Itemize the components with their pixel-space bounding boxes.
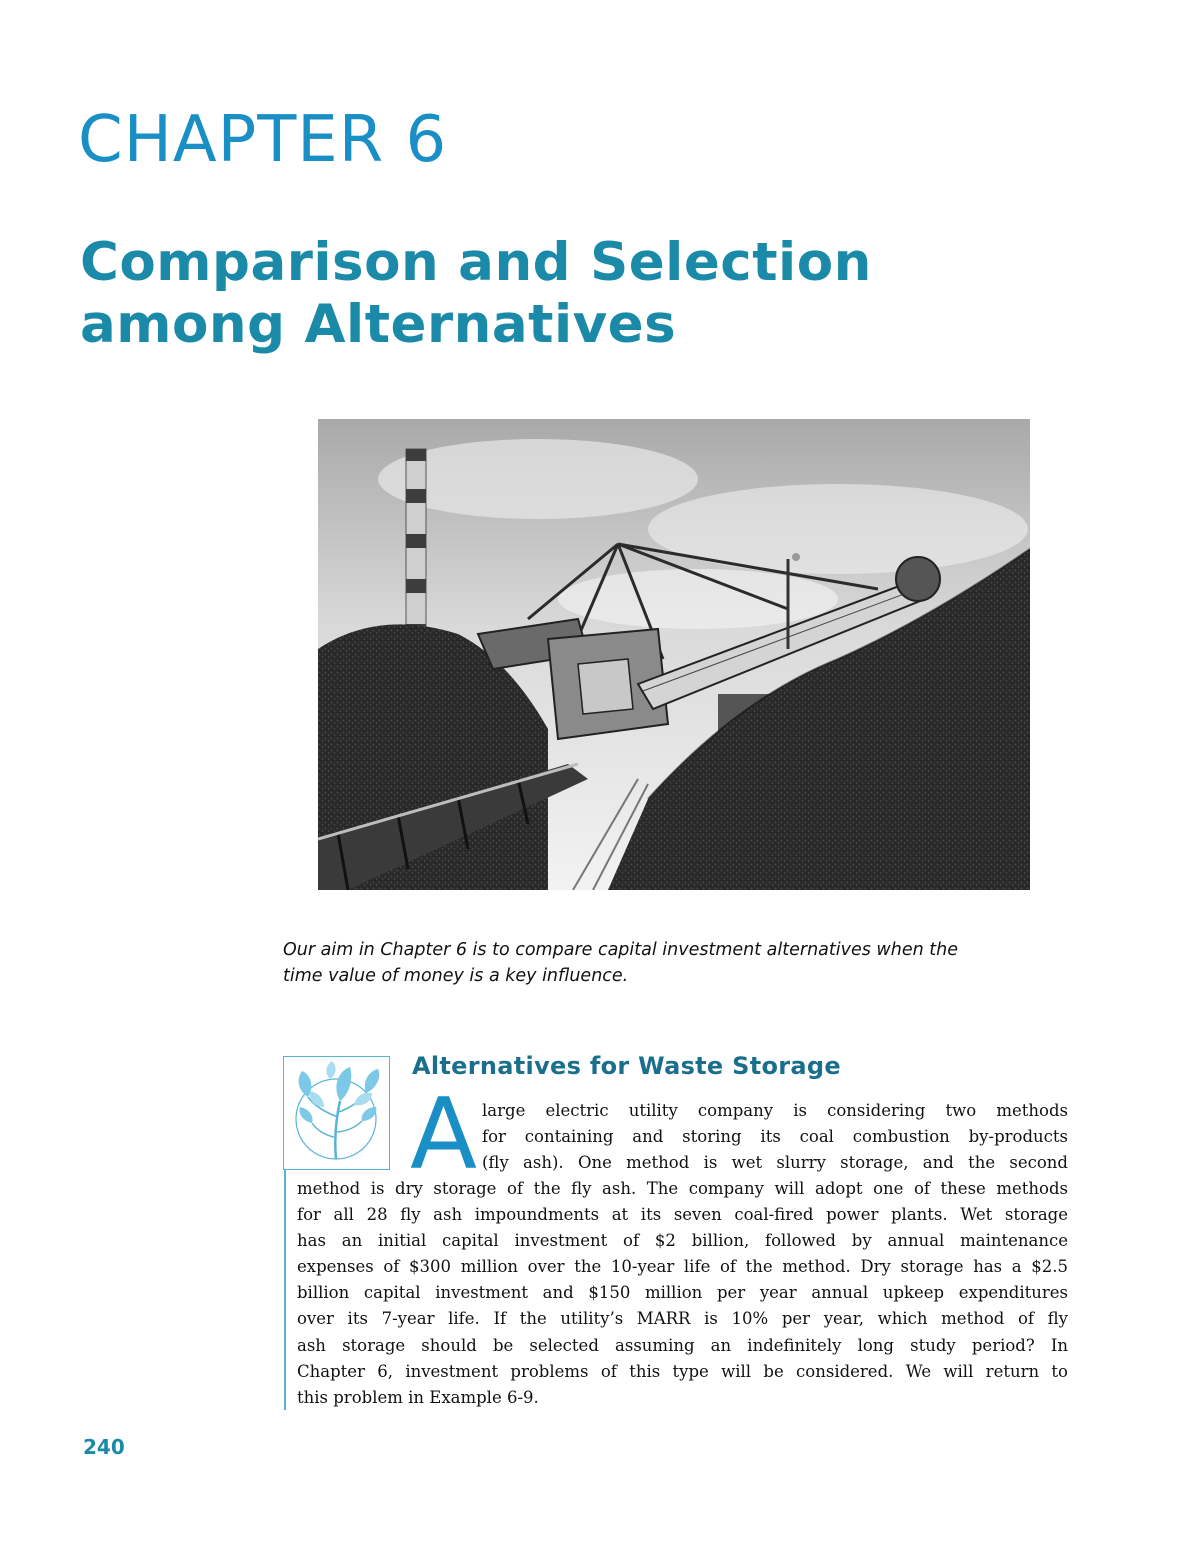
case-study-left-rule [284,1170,286,1410]
body-line: Chapter 6, investment problems of this type will be considered. We will return to [297,1361,1068,1381]
chapter-title [80,232,872,356]
case-study-icon-box [283,1056,390,1170]
case-study-body-rest [297,1176,1068,1411]
body-line: expenses of $300 million over the 10-year life of the method. Dry storage has a $2.5 [297,1257,1068,1277]
caption-line-2: time value of money is a key influence. [283,966,629,986]
body-line: large electric utility company is considering two methods [482,1101,1068,1120]
body-line: method is dry storage of the fly ash. The company will adopt one of these methods [297,1179,1068,1198]
body-line: has an initial capital investment of $2 billion, followed by annual maintenance [297,1231,1068,1251]
body-line: this problem in Example 6-9. [297,1387,539,1407]
case-study-body-first [482,1098,1068,1176]
body-line: for all 28 fly ash impoundments at its seven coal-fired power plants. Wet storage [297,1205,1068,1225]
body-line: for containing and storing its coal combustion by-products [482,1127,1068,1147]
leaf-tree-icon [284,1057,388,1168]
coal-stacker-reclaimer-photo [318,419,1030,890]
body-line: over its 7-year life. If the utility’s MARR is 10% per year, which method of fly [297,1309,1068,1329]
body-line: (fly ash). One method is wet slurry storage, and the second [482,1153,1068,1173]
body-line: billion capital investment and $150 million per year annual upkeep expenditures [297,1283,1068,1303]
body-line: ash storage should be selected assuming an indefinitely long study period? In [297,1335,1068,1355]
caption-line-1: Our aim in Chapter 6 is to compare capital investment alternatives when the [283,940,958,960]
chapter-label: CHAPTER 6 [78,103,448,177]
chapter-title-line-2: among Alternatives [80,294,677,355]
chapter-title-line-1: Comparison and Selection [80,232,872,293]
chapter-aim-caption [283,937,1073,989]
page-number: 240 [83,1435,125,1459]
drop-cap: A [410,1078,478,1192]
case-study-heading: Alternatives for Waste Storage [412,1052,841,1080]
